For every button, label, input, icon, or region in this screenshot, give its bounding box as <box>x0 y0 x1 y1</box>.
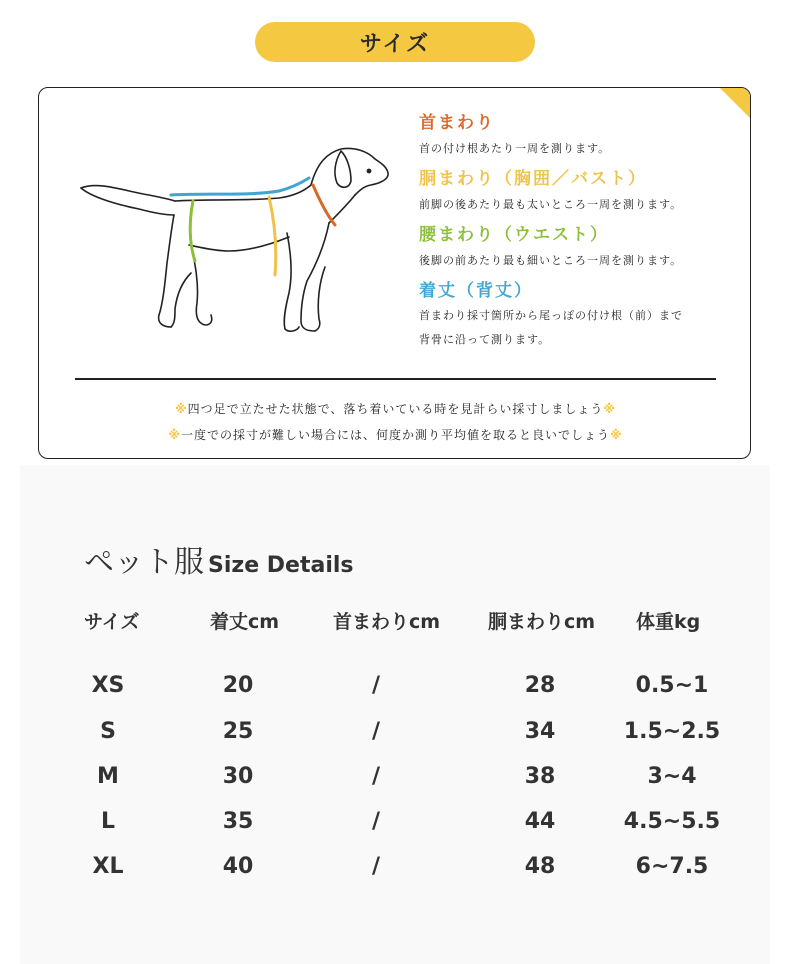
header-chest: 胴まわりcm <box>488 611 596 633</box>
legend-chest-desc: 前脚の後あたり最も太いところ一周を測ります。 <box>419 198 683 211</box>
measurement-legend <box>419 106 739 349</box>
cell-chest: 44 <box>524 809 556 834</box>
note-mark: ※ <box>603 402 617 416</box>
legend-item-waist <box>419 220 739 272</box>
cell-size: M <box>97 764 119 789</box>
note-2-text: 一度での採寸が難しい場合には、何度か測り平均値を取ると良いでしょう <box>180 428 610 442</box>
divider <box>75 378 716 380</box>
note-mark: ※ <box>610 428 623 442</box>
cell-length: 35 <box>222 809 254 834</box>
note-mark: ※ <box>168 428 181 442</box>
cell-weight: 0.5~1 <box>635 673 709 698</box>
cell-neck: / <box>371 764 381 789</box>
legend-length-desc-2: 背骨に沿って測ります。 <box>419 333 551 346</box>
cell-length: 20 <box>222 673 254 698</box>
legend-item-chest <box>419 164 739 216</box>
note-mark: ※ <box>174 402 188 416</box>
header-size: サイズ <box>84 611 140 633</box>
header-neck: 首まわりcm <box>333 611 441 633</box>
legend-length-title: 着丈（背丈） <box>419 281 533 301</box>
legend-waist-title: 腰まわり（ウエスト） <box>419 225 609 245</box>
cell-length: 30 <box>222 764 254 789</box>
table-title-ja: ペット服 <box>84 545 204 580</box>
legend-item-length <box>419 276 739 349</box>
dog-illustration <box>79 133 399 343</box>
legend-length-desc-1: 首まわり採寸箇所から尾っぽの付け根（前）まで <box>419 309 683 322</box>
legend-item-neck <box>419 108 739 160</box>
legend-neck-desc: 首の付け根あたり一周を測ります。 <box>419 142 611 155</box>
header-weight: 体重kg <box>636 611 701 633</box>
legend-neck-title: 首まわり <box>419 113 495 133</box>
legend-waist-desc: 後脚の前あたり最も細いところ一周を測ります。 <box>419 254 683 267</box>
cell-neck: / <box>371 719 381 744</box>
table-title <box>84 537 354 581</box>
cell-weight: 1.5~2.5 <box>623 719 721 744</box>
cell-neck: / <box>371 673 381 698</box>
cell-size: XS <box>91 673 125 698</box>
cell-weight: 4.5~5.5 <box>623 809 721 834</box>
note-1-text: 四つ足で立たせた状態で、落ち着いている時を見計らい採寸しましょう <box>187 402 604 416</box>
size-title-pill <box>255 22 535 62</box>
note-2 <box>39 426 751 443</box>
table-title-en: Size Details <box>208 553 354 578</box>
cell-chest: 48 <box>524 854 556 879</box>
header-length: 着丈cm <box>210 611 280 633</box>
size-title: サイズ <box>359 31 431 57</box>
cell-weight: 3~4 <box>647 764 697 789</box>
legend-chest-title: 胴まわり（胸囲／バスト） <box>419 169 647 189</box>
cell-length: 40 <box>222 854 254 879</box>
cell-size: S <box>100 719 116 744</box>
cell-size: XL <box>92 854 124 879</box>
cell-chest: 28 <box>524 673 556 698</box>
cell-weight: 6~7.5 <box>635 854 709 879</box>
cell-neck: / <box>371 809 381 834</box>
measurement-guide-card <box>38 87 751 459</box>
note-1 <box>39 400 751 417</box>
cell-length: 25 <box>222 719 254 744</box>
cell-neck: / <box>371 854 381 879</box>
cell-chest: 34 <box>524 719 556 744</box>
cell-chest: 38 <box>524 764 556 789</box>
cell-size: L <box>100 809 116 834</box>
